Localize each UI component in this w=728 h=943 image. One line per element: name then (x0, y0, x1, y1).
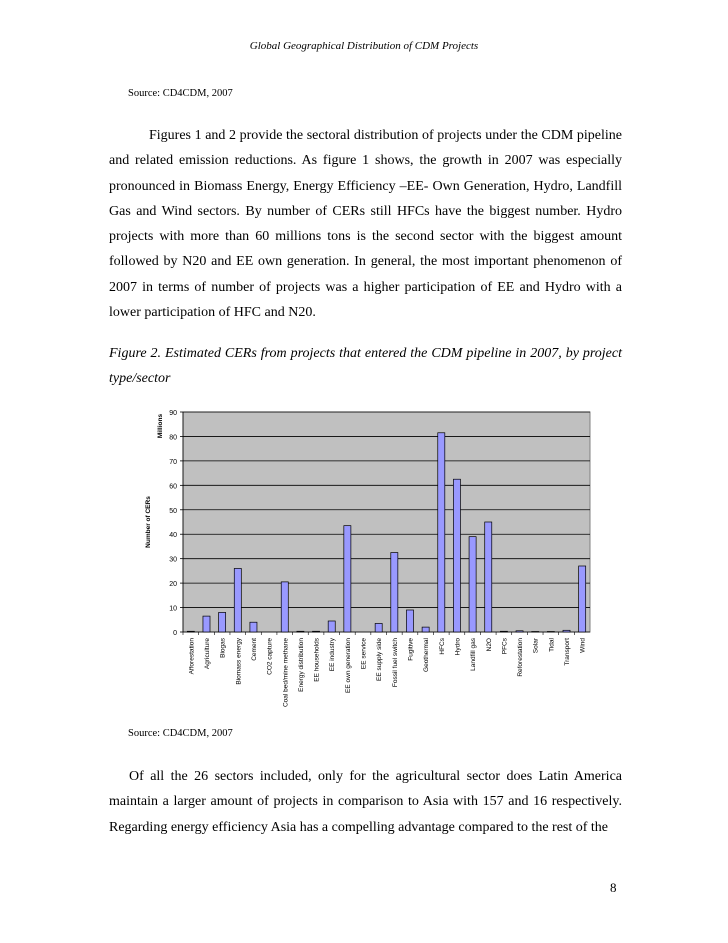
x-tick-label: Solar (532, 638, 540, 654)
x-tick-label: Tidal (548, 638, 556, 652)
x-tick-label: Afforestation (188, 638, 196, 675)
y-tick-label: 10 (169, 605, 177, 613)
bar (422, 627, 429, 632)
y-tick-label: 20 (169, 581, 177, 589)
x-tick-label: EE households (313, 638, 321, 682)
y-tick-label: 80 (169, 434, 177, 442)
source-note-bottom: Source: CD4CDM, 2007 (128, 728, 233, 739)
x-tick-label: Biomass energy (235, 638, 243, 685)
y-units-label: Millions (157, 413, 164, 439)
bar (281, 582, 288, 632)
y-tick-label: 40 (169, 532, 177, 540)
x-tick-label: Energy distribution (297, 638, 305, 692)
bar (313, 631, 320, 632)
x-tick-label: Fugitive (407, 638, 415, 661)
paragraph-2-text: Of all the 26 sectors included, only for the agricultural sector does Latin America maintain a larger amount of projects in comparison to Asia with 157 and 16 respectively. Regarding energy efficiency Asia has a compelling advantage compared to the rest of the (109, 769, 622, 835)
bar (406, 610, 413, 632)
bar (344, 526, 351, 632)
x-tick-label: EE service (360, 638, 368, 670)
bar (438, 433, 445, 632)
x-tick-label: Coal bed/mine methane (282, 638, 290, 708)
x-tick-label: Transport (564, 638, 572, 666)
x-tick-label: Geothermal (423, 638, 431, 672)
plot-area (183, 412, 590, 632)
cers-bar-chart (110, 400, 710, 720)
bar (203, 616, 210, 632)
y-tick-label: 90 (169, 410, 177, 417)
running-header: Global Geographical Distribution of CDM Projects (249, 40, 479, 52)
x-tick-label: Cement (250, 638, 258, 661)
y-tick-label: 70 (169, 458, 177, 466)
x-tick-label: EE supply side (376, 638, 384, 681)
bar (579, 566, 586, 632)
x-tick-label: PFCs (501, 638, 509, 655)
x-tick-label: Reforestation (517, 638, 525, 677)
bar (328, 621, 335, 632)
page-number: 8 (610, 880, 617, 895)
bar (516, 631, 523, 632)
body-paragraph-1 (109, 123, 622, 325)
x-tick-label: Hydro (454, 638, 462, 656)
bar (250, 622, 257, 632)
bar (219, 612, 226, 632)
x-tick-label: HFCs (438, 638, 446, 655)
x-tick-label: Wind (579, 638, 587, 653)
x-tick-label: Landfill gas (470, 638, 478, 671)
body-paragraph-2 (109, 764, 622, 840)
x-tick-label: Fossil fuel switch (391, 638, 399, 688)
x-tick-label: Biogas (219, 638, 227, 658)
bar (375, 623, 382, 632)
bar (485, 522, 492, 632)
bar (453, 479, 460, 632)
bar (391, 553, 398, 632)
x-tick-label: CO2 capture (266, 638, 274, 675)
y-tick-label: 30 (169, 556, 177, 564)
bar (563, 630, 570, 632)
source-note-top: Source: CD4CDM, 2007 (128, 88, 233, 99)
x-tick-label: EE industry (329, 638, 337, 672)
bar (187, 631, 194, 632)
bar (234, 568, 241, 632)
y-axis-title: Number of CERs (145, 496, 152, 548)
y-tick-label: 60 (169, 483, 177, 491)
x-tick-label: N2O (485, 638, 493, 652)
figure-caption: Figure 2. Estimated CERs from projects that entered the CDM pipeline in 2007, by project type/sector (109, 346, 622, 386)
y-tick-label: 50 (169, 507, 177, 515)
x-tick-label: Agriculture (203, 638, 211, 670)
bar (469, 537, 476, 632)
paragraph-1-text: Figures 1 and 2 provide the sectoral distribution of projects under the CDM pipeline and related emission reductions. As figure 1 shows, the growth in 2007 was especially pronounced in Biomass Energy, Energy Efficiency –EE- Own Generation, Hydro, Landfill Gas and Wind sectors. By number of CERs still HFCs have the biggest number. Hydro projects with more than 60 millions tons is the second sector with the biggest amount followed by N20 and EE own generation. In general, the most important phenomenon of 2007 in terms of number of projects was a higher participation of EE and Hydro with a lower participation of HFC and N20. (109, 128, 622, 321)
y-tick-label: 0 (173, 630, 177, 637)
bar (297, 631, 304, 632)
x-tick-label: EE own generation (344, 638, 352, 693)
bar (500, 631, 507, 632)
